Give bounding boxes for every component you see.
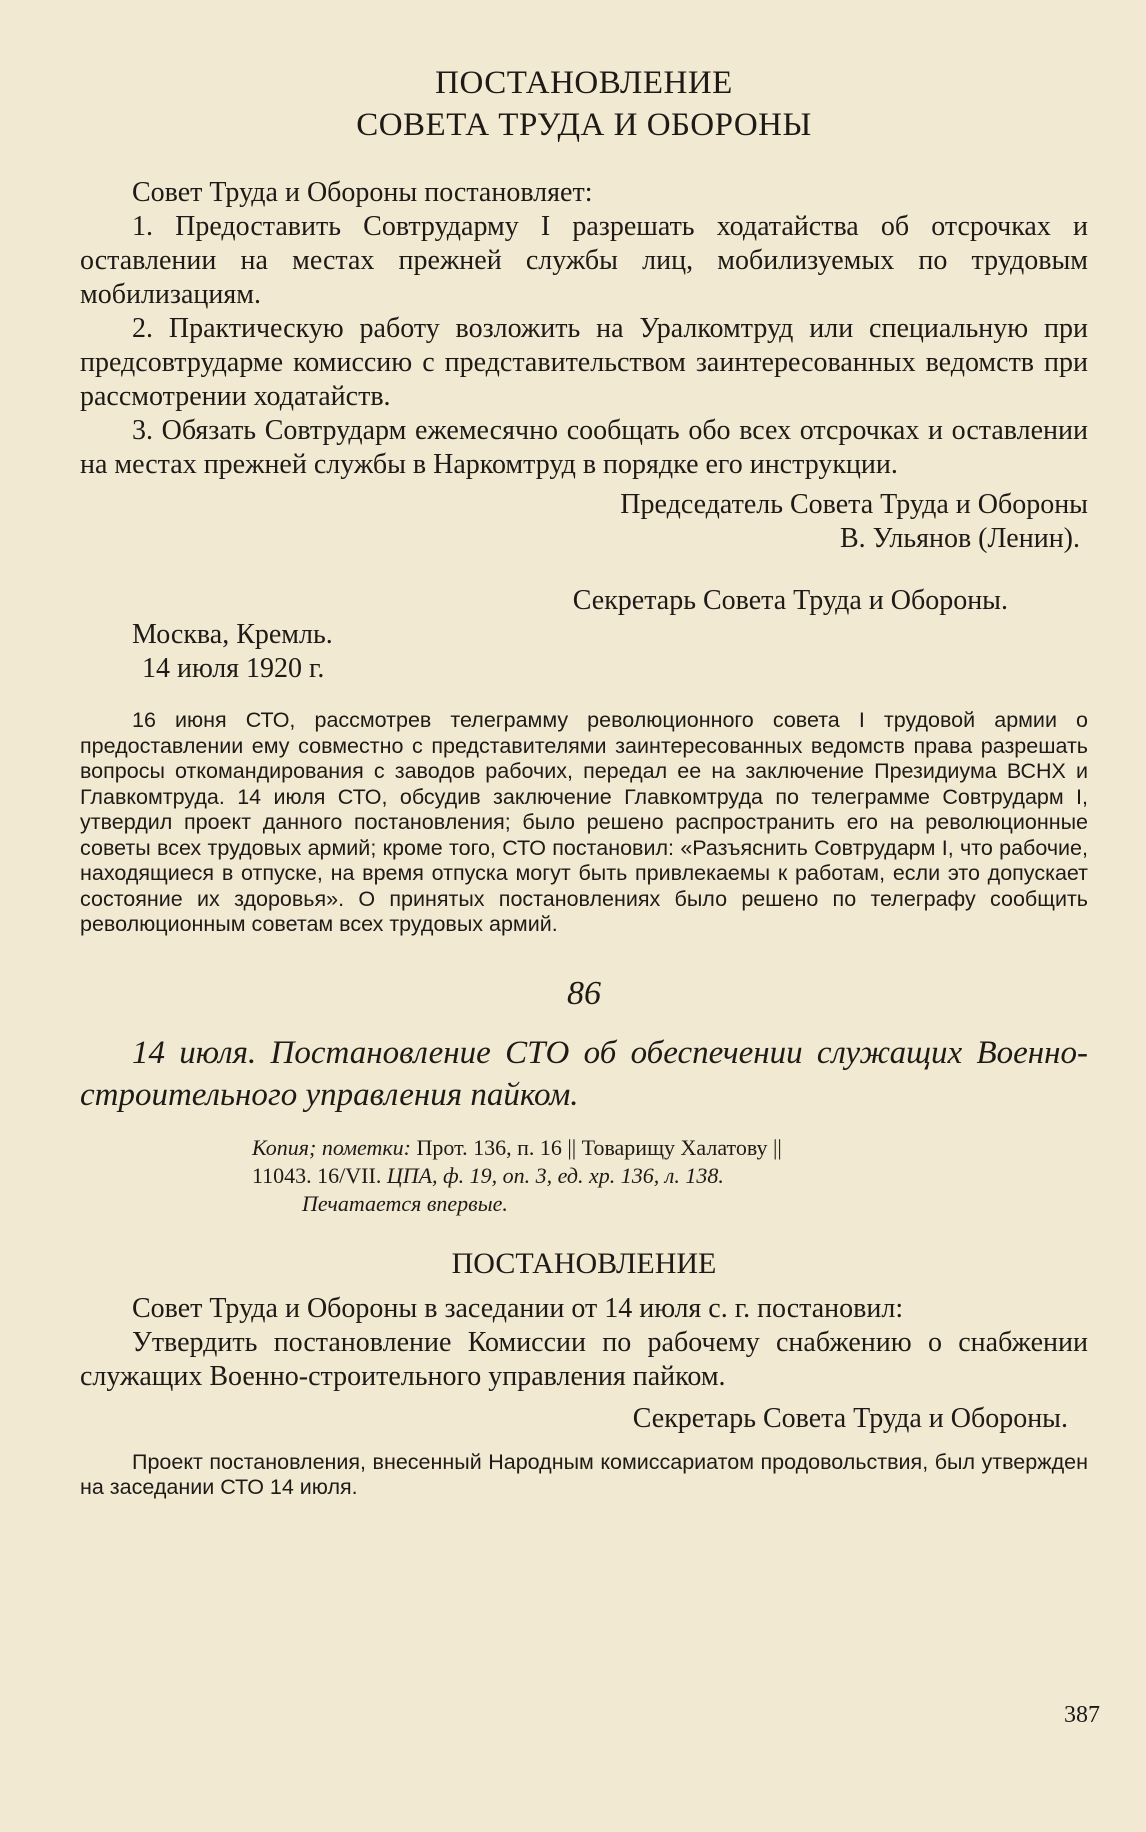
doc1-item-3: 3. Обязать Совтрударм ежемесячно сообщать обо всех отсрочках и оставлении на местах прежней службы в Наркомтруд в порядке его инструкции. bbox=[80, 415, 1088, 480]
document-heading: 14 июля. Постановление СТО об обеспечении служащих Военно-строительного управления пайком. bbox=[80, 1034, 1088, 1113]
doc2-secretary: Секретарь Совета Труда и Обороны. bbox=[632, 1402, 1068, 1434]
document-number: 86 bbox=[567, 974, 601, 1012]
doc2-meta-line2 bbox=[80, 1162, 1088, 1190]
doc2-meta bbox=[80, 1134, 1088, 1162]
date: 14 июля 1920 г. bbox=[142, 653, 325, 684]
doc1-title-line2: СОВЕТА ТРУДА И ОБОРОНЫ bbox=[356, 107, 812, 143]
page-number: 387 bbox=[1064, 1702, 1100, 1728]
doc1-note: 16 июня СТО, рассмотрев телеграмму революционного совета I трудовой армии о предоставлении ему совместно с представителями заинтересованных ведомств права разрешать вопросы откомандирования с заводов рабочих, передал ее на заключение Президиума ВСНХ и Главкомтруда. 14 июля СТО, обсудив заключение Главкомтруда по телеграмме Совтрударм I, утвердил проект данного постановления; было решено распространить его на революционные советы всех трудовых армий; кроме того, СТО постановил: «Разъяснить Совтрударм I, что рабочие, находящиеся в отпуске, на время отпуска могут быть привлекаемы к работам, если это допускает состояние их здоровья». О принятых постановлениях было решено по телеграфу сообщить революционным советам всех трудовых армий. bbox=[80, 708, 1088, 936]
meta-text: Прот. 136, п. 16 || Товарищу Халатову || bbox=[416, 1134, 782, 1160]
doc1-secretary: Секретарь Совета Труда и Обороны. bbox=[572, 585, 1008, 616]
doc1-item-2: 2. Практическую работу возложить на Уралкомтруд или специальную при предсовтрударме комиссию с представительством заинтересованных ведомств при рассмотрении ходатайств. bbox=[80, 313, 1088, 412]
doc2-para-2: Утвердить постановление Комиссии по рабочему снабжению о снабжении служащих Военно-строительного управления пайком. bbox=[80, 1326, 1088, 1392]
place: Москва, Кремль. bbox=[132, 619, 333, 650]
doc1-item-1: 1. Предоставить Совтрударму I разрешать ходатайства об отсрочках и оставлении на местах прежней службы лиц, мобилизуемых по трудовым мобилизациям. bbox=[80, 211, 1088, 310]
chairman-name: В. Ульянов (Ленин). bbox=[840, 523, 1080, 554]
chairman-title: Председатель Совета Труда и Обороны bbox=[620, 489, 1088, 520]
meta-line2-plain: 11043. 16/VII. bbox=[252, 1162, 382, 1188]
meta-line2-italic: ЦПА, ф. 19, оп. 3, ед. хр. 136, л. 138. bbox=[386, 1162, 724, 1188]
doc2-title: ПОСТАНОВЛЕНИЕ bbox=[451, 1246, 717, 1280]
doc2-para-1: Совет Труда и Обороны в заседании от 14 июля с. г. постановил: bbox=[132, 1292, 904, 1324]
document-page bbox=[80, 62, 1088, 1501]
meta-label: Копия; пометки: bbox=[252, 1134, 412, 1160]
doc2-note: Проект постановления, внесенный Народным комиссариатом продовольствия, был утвержден на заседании СТО 14 июля. bbox=[80, 1449, 1088, 1499]
doc1-intro: Совет Труда и Обороны постановляет: bbox=[132, 177, 593, 208]
doc2-meta-line3: Печатается впервые. bbox=[302, 1190, 508, 1216]
doc1-title-line1: ПОСТАНОВЛЕНИЕ bbox=[435, 65, 733, 101]
